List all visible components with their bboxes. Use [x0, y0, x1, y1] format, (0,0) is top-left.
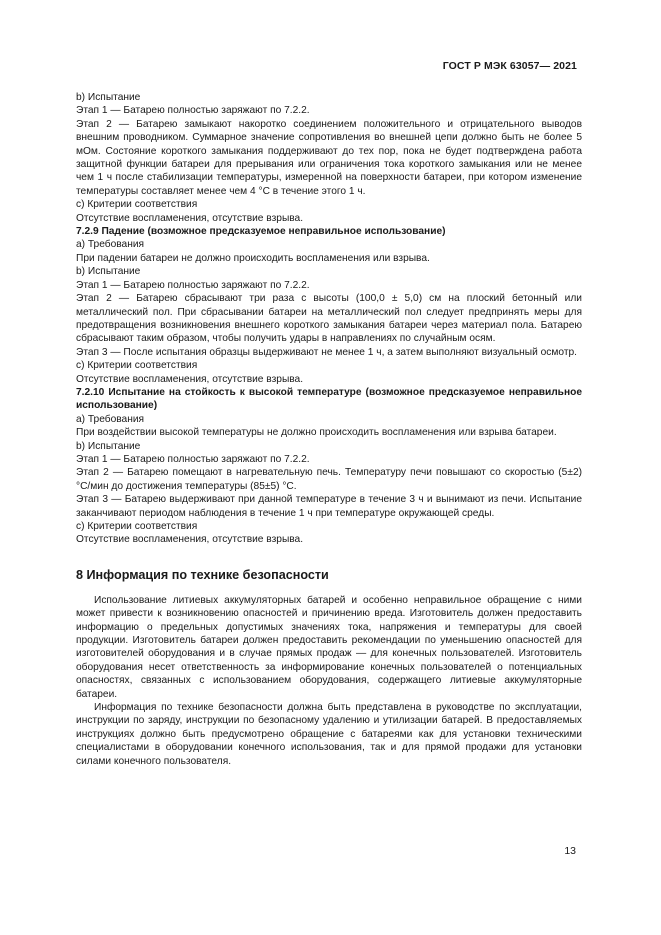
list-label-test: b) Испытание: [76, 440, 141, 452]
step-3-text: Этап 3 — После испытания образцы выдерживают не менее 1 ч, а затем выполняют визуальный осмотр.: [76, 346, 577, 358]
page-number: 13: [564, 845, 576, 857]
step-1: Этап 1 — Батарею полностью заряжают по 7.2.2.: [76, 105, 310, 117]
criteria-text: Отсутствие воспламенения, отсутствие взрыва.: [76, 534, 304, 546]
step-2-text: Этап 2 — Батарею помещают в нагревательную печь. Температуру печи повышают со скоростью (5±2) °С/мин до достижения температуры (85±5) °С.: [76, 467, 582, 492]
list-label-requirements: a) Требования: [76, 239, 145, 251]
step-1: Этап 1 — Батарею полностью заряжают по 7.2.2.: [76, 453, 310, 465]
requirements-text: При падении батареи не должно происходить воспламенения или взрыва.: [76, 252, 430, 264]
requirements-text: При воздействии высокой температуры не должно происходить воспламенения или взрыва батареи.: [76, 427, 557, 439]
section-heading: 8 Информация по технике безопасности: [76, 567, 329, 582]
step-1: Этап 1 — Батарею полностью заряжают по 7.2.2.: [76, 279, 310, 291]
criteria-text: Отсутствие воспламенения, отсутствие взрыва.: [76, 373, 304, 385]
list-label-test: b) Испытание: [76, 266, 141, 278]
step-3-text: Этап 3 — Батарею выдерживают при данной температуре в течение 3 ч и вынимают из печи. Испытание заканчивают периодом наблюдения в течение 1 ч при температуре окружающей среды.: [76, 494, 582, 519]
criteria-text: Отсутствие воспламенения, отсутствие взрыва.: [76, 212, 304, 224]
list-label-criteria: c) Критерии соответствия: [76, 521, 198, 532]
clause-heading-7-2-10: 7.2.10 Испытание на стойкость к высокой температуре (возможное предсказуемое неправильное использование): [76, 386, 582, 412]
list-label-test: b) Испытание: [76, 92, 141, 103]
section-paragraph: Информация по технике безопасности должна быть представлена в руководстве по эксплуатации, инструкции по заряду, инструкции по безопасному удалению и утилизации батарей. В предоставляемых инструкциях должно быть предусмотрено обращение с батареями как для установки техническими специалистами в оборудовании конечного использования, так и для прямой продажи для установки силами конечного пользователя.: [76, 702, 582, 767]
list-label-requirements: a) Требования: [76, 413, 145, 425]
list-label-criteria: c) Критерии соответствия: [76, 199, 198, 211]
step-2-text: Этап 2 — Батарею сбрасывают три раза с высоты (100,0 ± 5,0) см на плоский бетонный или металлический пол. При сбрасывании батареи на металлический пол следует предпринять меры для предотвращения возникновения внешнего короткого замыкания батареи через материал пола. Батарею сбрасывают таким образом, чтобы получить удары в направлениях по случайным осям.: [76, 293, 582, 345]
page-body: [76, 91, 582, 768]
step-2-text: Этап 2 — Батарею замыкают накоротко соединением положительного и отрицательного выводов внешним проводником. Суммарное значение сопротивления во внешней цепи должно быть не более 5 мОм. Состояние короткого замыкания поддерживают до тех пор, пока не будет подтверждена работа защитной функции батареи для прерывания или ограничения тока короткого замыкания или не менее чем 1 ч после стабилизации температуры, измеренной на поверхности батареи, при котором изменение температуры составляет менее чем 4 °С в течение этого 1 ч.: [76, 118, 582, 197]
document-code: ГОСТ Р МЭК 63057— 2021: [442, 60, 577, 72]
clause-heading-7-2-9: 7.2.9 Падение (возможное предсказуемое неправильное использование): [76, 226, 446, 238]
section-paragraph: Использование литиевых аккумуляторных батарей и особенно неправильное обращение с ними может привести к возникновению опасностей и причинению вреда. Изготовитель должен предоставить информацию о предельных допустимых значениях тока, напряжения и температуры для своей продукции. Изготовитель батареи должен предоставить рекомендации по уменьшению опасностей для изготовителей оборудования и в случае прямых продаж — для конечных пользователей. Изготовитель оборудования несет ответственность за информирование конечных пользователей о потенциальных опасностях, связанных с использованием оборудования, содержащего литиевые аккумуляторные батареи.: [76, 594, 582, 700]
list-label-criteria: c) Критерии соответствия: [76, 360, 198, 372]
